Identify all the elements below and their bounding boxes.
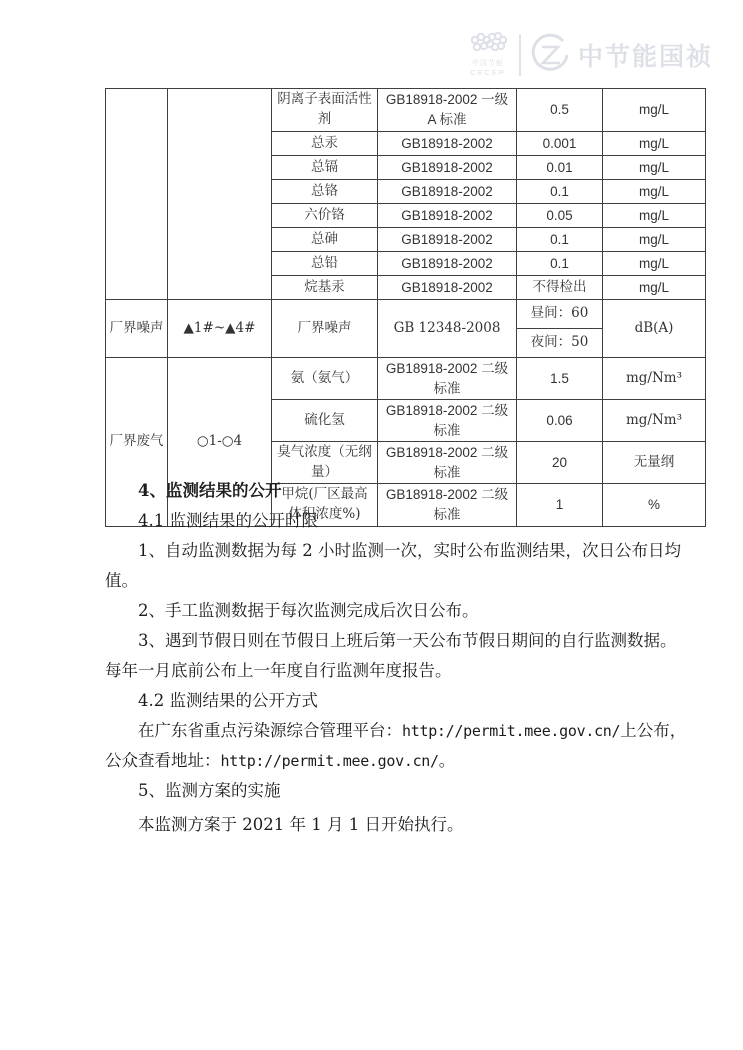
- standard-cell: GB18918-2002: [378, 204, 517, 228]
- monitoring-table: [105, 88, 706, 527]
- paragraph-3-line-1: 3、遇到节假日则在节假日上班后第一天公布节假日期间的自行监测数据。: [138, 631, 677, 650]
- limit-cell: 1.5: [517, 358, 603, 400]
- table-row: [106, 358, 706, 400]
- paragraph-1-line-2: 值。: [105, 571, 138, 590]
- standard-cell: GB18918-2002: [378, 252, 517, 276]
- company-emblem-icon: [530, 33, 572, 77]
- cecep-cn-label: 中国节能: [471, 60, 504, 67]
- limit-cell: 1: [517, 484, 603, 526]
- document-body: [105, 476, 706, 840]
- limit-cell: 20: [517, 442, 603, 484]
- permit-platform-url[interactable]: http://permit.mee.gov.cn/: [402, 722, 621, 740]
- limit-cell: 0.001: [517, 132, 603, 156]
- cecep-logo: [465, 32, 511, 77]
- item-cell: 氨（氨气）: [272, 358, 378, 400]
- item-cell: 臭气浓度（无纲量）: [272, 442, 378, 484]
- standard-cell: GB18918-2002: [378, 156, 517, 180]
- limit-cell: 0.01: [517, 156, 603, 180]
- unit-cell: mg/L: [603, 180, 706, 204]
- paragraph-1-line-1: 1、自动监测数据为每 2 小时监测一次，实时公布监测结果，次日公布日均: [138, 541, 681, 560]
- item-cell: 硫化氢: [272, 400, 378, 442]
- paragraph-4-line-1: [105, 716, 706, 746]
- logo-divider: [519, 34, 521, 76]
- paragraph-5: 本监测方案于 2021 年 1 月 1 日开始执行。: [138, 815, 464, 834]
- company-name-label: 中节能国祯: [577, 41, 713, 71]
- item-cell: 总镉: [272, 156, 378, 180]
- limit-cell: 0.1: [517, 252, 603, 276]
- item-cell: 六价铬: [272, 204, 378, 228]
- unit-cell: mg/L: [603, 276, 706, 300]
- public-view-url[interactable]: http://permit.mee.gov.cn/: [220, 752, 439, 770]
- limit-day-cell: 昼间：60: [517, 300, 603, 329]
- points-cell: ○1-○4: [168, 358, 272, 527]
- paragraph-2: 2、手工监测数据于每次监测完成后次日公布。: [138, 601, 479, 620]
- unit-cell: mg/Nm³: [603, 400, 706, 442]
- unit-cell: mg/L: [603, 156, 706, 180]
- public-view-tail-text: 。: [438, 751, 456, 770]
- item-cell: 阴离子表面活性剂: [272, 89, 378, 132]
- category-cell: 厂界废气: [106, 358, 168, 527]
- unit-cell: mg/Nm³: [603, 358, 706, 400]
- limit-cell: 0.1: [517, 180, 603, 204]
- monitoring-table-wrap: [105, 88, 705, 527]
- standard-cell: GB18918-2002 二级标准: [378, 358, 517, 400]
- limit-cell: 0.06: [517, 400, 603, 442]
- public-view-text: 公众查看地址：: [105, 751, 221, 770]
- platform-text: 在广东省重点污染源综合管理平台：: [138, 721, 402, 740]
- table-row: [106, 300, 706, 329]
- item-cell: 总铬: [272, 180, 378, 204]
- item-cell: 甲烷(厂区最高体积浓度%): [272, 484, 378, 526]
- limit-cell: 0.1: [517, 228, 603, 252]
- item-cell: 总铅: [272, 252, 378, 276]
- standard-cell: GB18918-2002: [378, 276, 517, 300]
- limit-night-cell: 夜间：50: [517, 329, 603, 358]
- category-cell: 厂界噪声: [106, 300, 168, 358]
- item-cell: 总汞: [272, 132, 378, 156]
- item-cell: 厂界噪声: [272, 300, 378, 358]
- points-cell: [168, 89, 272, 300]
- table-row: [106, 89, 706, 132]
- unit-cell: mg/L: [603, 228, 706, 252]
- standard-cell: GB18918-2002 二级标准: [378, 400, 517, 442]
- platform-tail-text: 上公布，: [620, 721, 687, 740]
- unit-cell: mg/L: [603, 204, 706, 228]
- cecep-en-label: CECEP: [470, 68, 506, 77]
- paragraph-4-line-2: [105, 746, 706, 776]
- section-5-heading: 5、监测方案的实施: [138, 781, 281, 800]
- unit-cell: dB(A): [603, 300, 706, 358]
- points-cell: ▲1#~▲4#: [168, 300, 272, 358]
- standard-cell: GB18918-2002 二级标准: [378, 484, 517, 526]
- header-logo-band: [465, 32, 713, 77]
- paragraph-3-line-2: 每年一月底前公布上一年度自行监测年度报告。: [105, 661, 452, 680]
- unit-cell: mg/L: [603, 132, 706, 156]
- standard-cell: GB 12348-2008: [378, 300, 517, 358]
- unit-cell: 无量纲: [603, 442, 706, 484]
- item-cell: 烷基汞: [272, 276, 378, 300]
- standard-cell: GB18918-2002: [378, 228, 517, 252]
- standard-cell: GB18918-2002 一级 A 标准: [378, 89, 517, 132]
- limit-cell: 不得检出: [517, 276, 603, 300]
- standard-cell: GB18918-2002: [378, 132, 517, 156]
- limit-cell: 0.5: [517, 89, 603, 132]
- cecep-flower-icon: [468, 32, 508, 60]
- category-cell: [106, 89, 168, 300]
- standard-cell: GB18918-2002: [378, 180, 517, 204]
- standard-cell: GB18918-2002 二级标准: [378, 442, 517, 484]
- limit-cell: 0.05: [517, 204, 603, 228]
- unit-cell: mg/L: [603, 252, 706, 276]
- section-4-heading: 4、监测结果的公开: [138, 481, 282, 500]
- unit-cell: mg/L: [603, 89, 706, 132]
- section-4-2-heading: 4.2 监测结果的公开方式: [138, 691, 318, 710]
- item-cell: 总砷: [272, 228, 378, 252]
- section-4-1-heading: 4.1 监测结果的公开时限: [138, 511, 318, 530]
- unit-cell: %: [603, 484, 706, 526]
